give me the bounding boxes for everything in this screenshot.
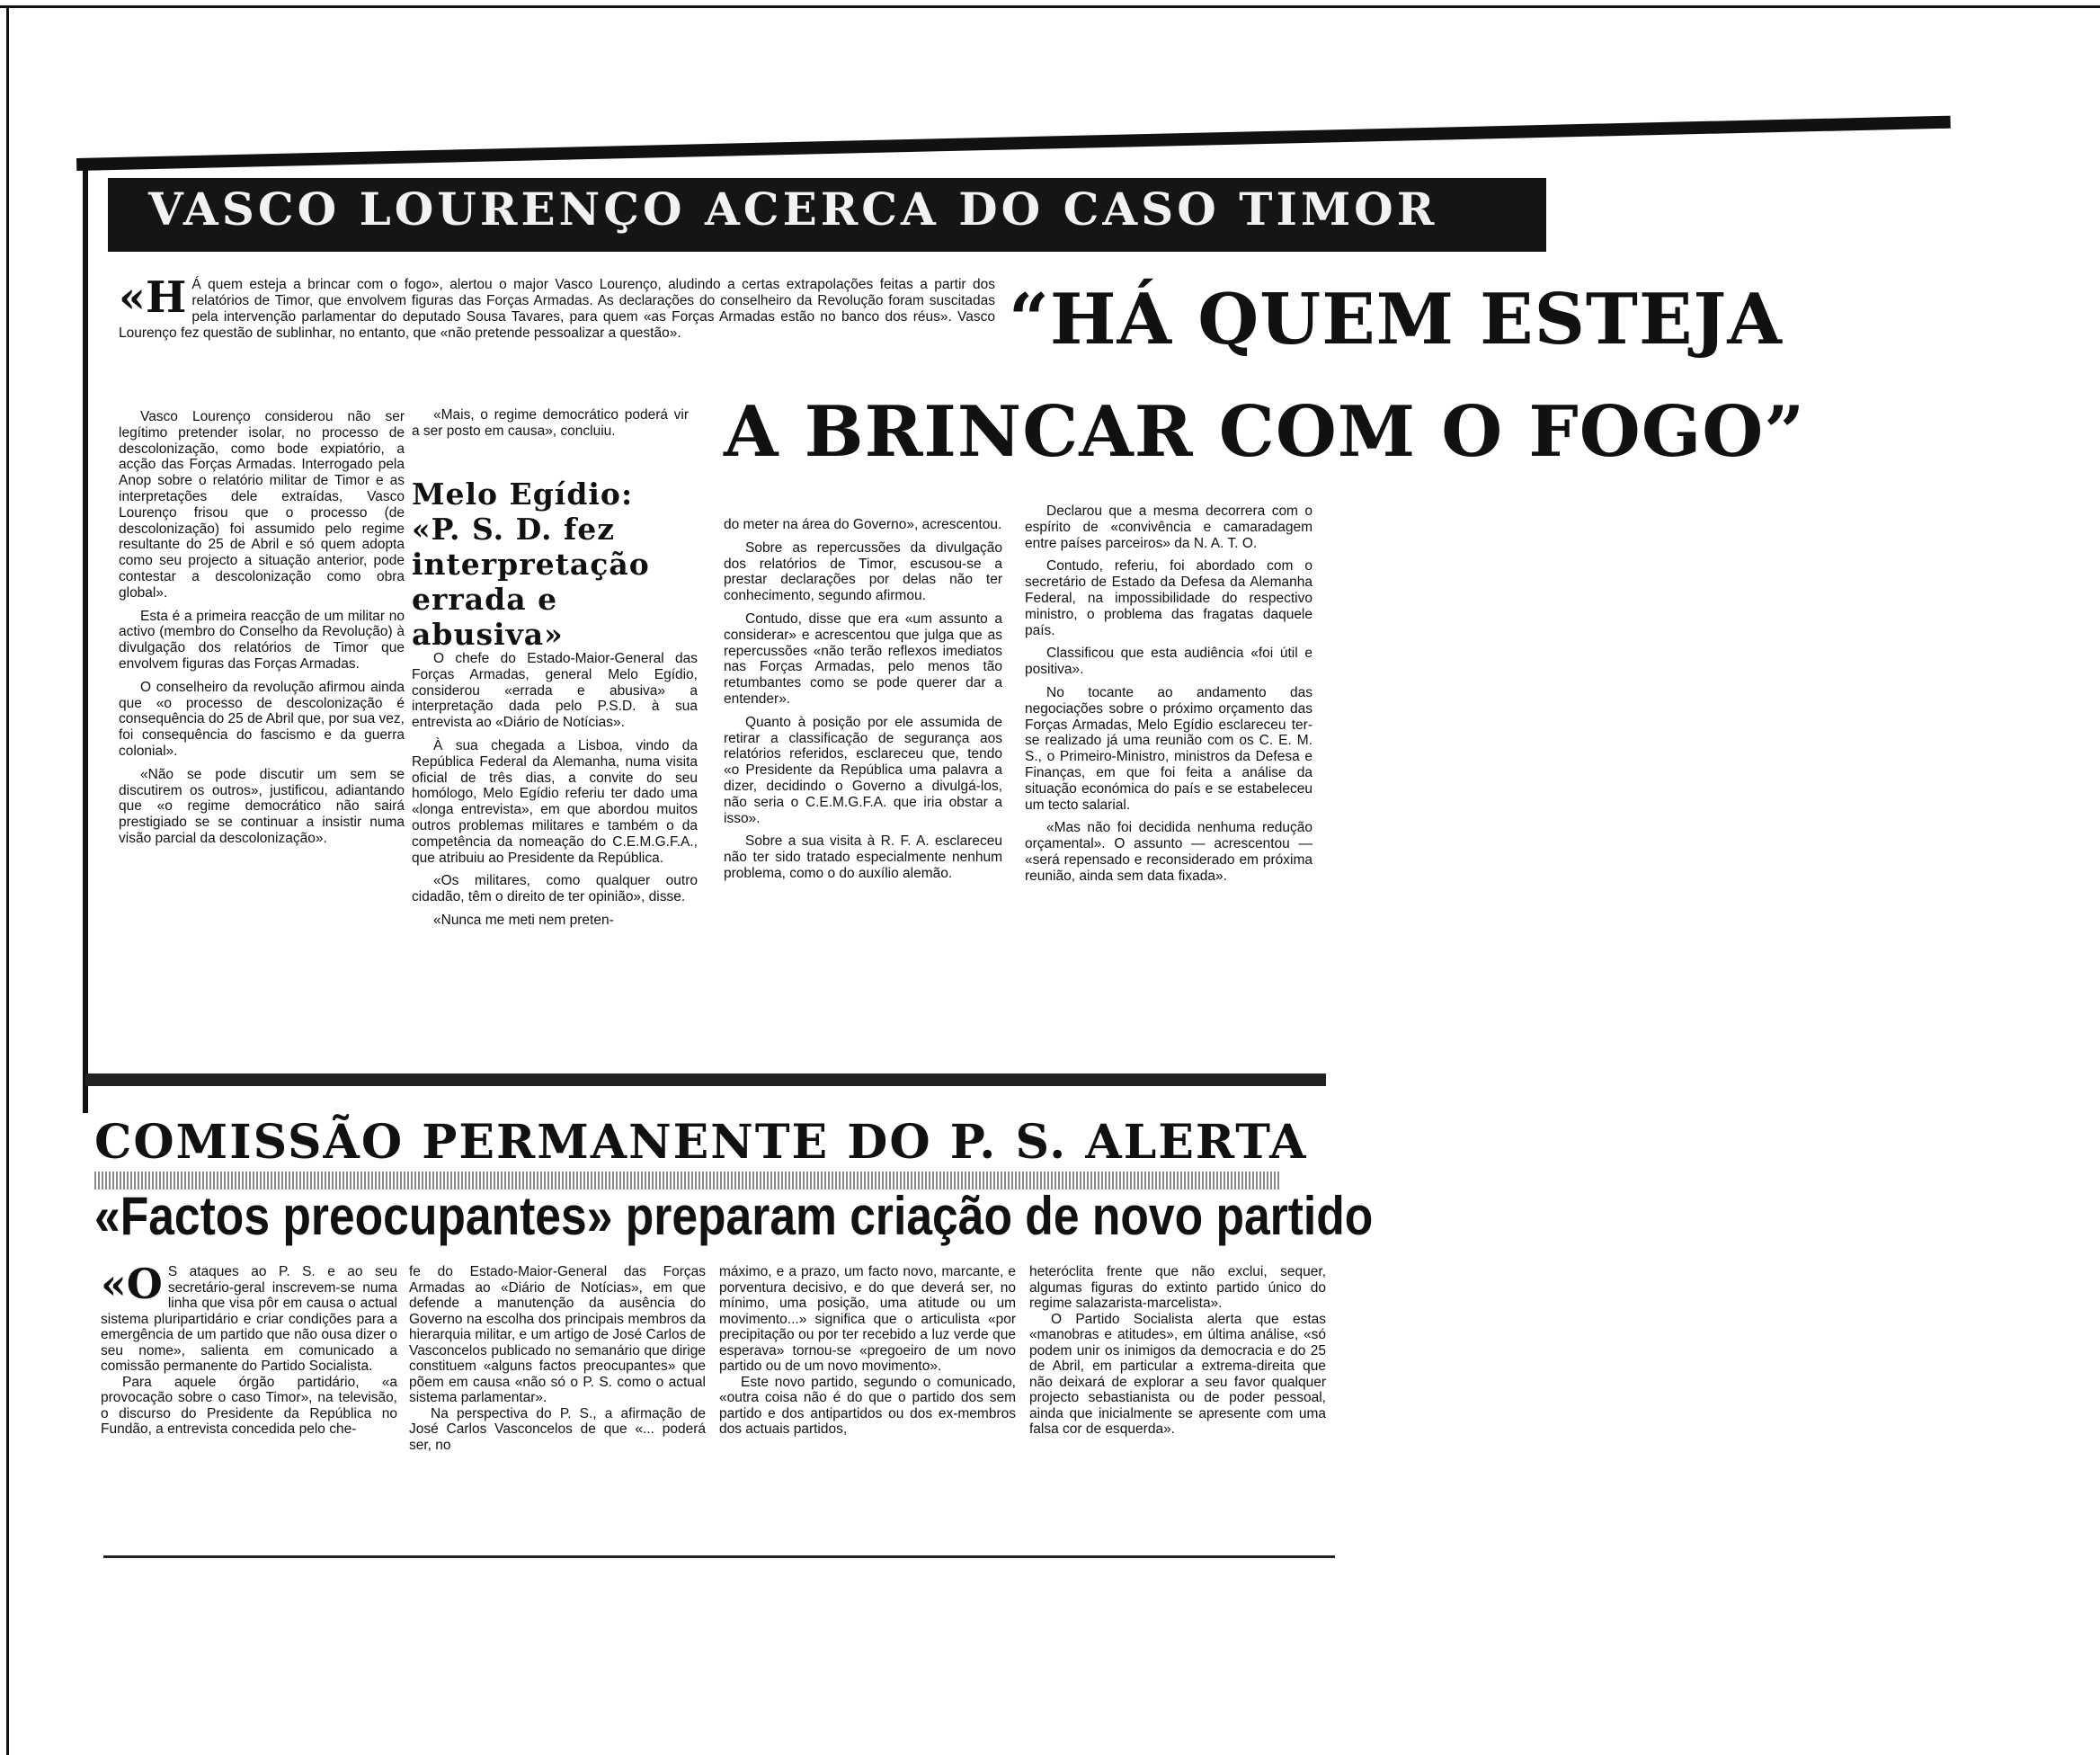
article-left-rule <box>83 160 88 1113</box>
paragraph: Classificou que esta audiência «foi útil e positiva». <box>1025 646 1312 678</box>
top-rule <box>76 116 1951 171</box>
paragraph: O conselheiro da revolução afirmou ainda que «o processo de descolonização é consequência do 25 de Abril que, por sua vez, foi consequência do fascismo e da guerra colonial». <box>119 679 405 759</box>
paragraph: fe do Estado-Maior-General das Forças Armadas ao «Diário de Notícias», em que defende a manutenção da ausência do Governo na escolha dos principais membros da hierarquia militar, e um artigo de José Carlos de Vasconcelos publicado no semanário que dirige constituem «alguns factos preocupantes» que põem em causa «não só o P. S. como o actual sistema parlamentar». <box>409 1264 706 1405</box>
paragraph: do meter na área do Governo», acrescentou. <box>724 517 1002 532</box>
paragraph: Quanto à posição por ele assumida de retirar a classificação de segurança aos relatórios referidos, esclareceu que, tendo «o Presidente da República uma palavra a dizer, decidindo o Governo a divulgá-los, não seria o C.E.M.G.F.A. que iria obstar a isso». <box>724 714 1002 826</box>
scan-border-top <box>0 5 2100 8</box>
section-divider-rule <box>85 1073 1326 1086</box>
article-banner: VASCO LOURENÇO ACERCA DO CASO TIMOR <box>148 183 1438 236</box>
paragraph: «Mas não foi decidida nenhuma redução orçamental». O assunto — acrescentou — «será repensado e reconsiderado em próxima reunião, ainda sem data fixada». <box>1025 820 1312 884</box>
paragraph: O Partido Socialista alerta que estas «manobras e atitudes», em última análise, «só podem unir os inimigos da democracia e do 25 de Abril, em particular a extrema-direita que não deixará de explorar a seu favor qualquer projecto sebastianista ou de poder pessoal, ainda que inicialmente se apresente com uma falsa cor de esquerda». <box>1029 1311 1326 1437</box>
paragraph: Para aquele órgão partidário, «a provocação sobre o caso Timor», na televisão, o discurso do Presidente da República no Fundão, a entrevista concedida pelo che- <box>101 1374 397 1437</box>
paragraph: Esta é a primeira reacção de um militar no activo (membro do Conselho da Revolução) à divulgação dos relatórios de Timor que envolvem figuras das Forças Armadas. <box>119 608 405 672</box>
headline-line2: A BRINCAR COM O FOGO” <box>724 391 1806 473</box>
paragraph: S ataques ao P. S. e ao seu secretário-geral inscrevem-se numa linha que visa pôr em causa o actual sistema pluripartidário e criar condições para a emergência de um partido que não ousa dizer o seu nome», salienta em comunicado a comissão permanente do Partido Socialista. <box>101 1264 397 1374</box>
article2-column-3 <box>719 1264 1016 1438</box>
article-column-4 <box>1025 503 1312 892</box>
paragraph: No tocante ao andamento das negociações sobre o próximo orçamento das Forças Armadas, Melo Egídio esclareceu ter-se realizado já uma reunião com os C. E. M. S., o Primeiro-Ministro, ministros da Defesa e Finanças, em que foi feita a análise da situação económica do país e se estabeleceu um tecto salarial. <box>1025 684 1312 813</box>
article-column-3 <box>724 517 1002 889</box>
paragraph: «Mais, o regime democrático poderá vir a ser posto em causa», concluiu. <box>412 407 689 439</box>
paragraph: Sobre as repercussões da divulgação dos relatórios de Timor, escusou-se a prestar declarações por delas não ter conhecimento, segundo afirmou. <box>724 539 1002 604</box>
intro-dropcap: «H <box>119 272 187 323</box>
paragraph: «Nunca me meti nem preten- <box>433 912 614 928</box>
article2-bottom-rule <box>103 1555 1335 1558</box>
paragraph: «Os militares, como qualquer outro cidadão, têm o direito de ter opinião», disse. <box>412 873 698 905</box>
subheading-melo-egidio: Melo Egídio: «P. S. D. fez interpretação errada e abusiva» <box>412 477 650 652</box>
paragraph: Vasco Lourenço considerou não ser legítimo pretender isolar, no processo de descolonização, como bode expiatório, a acção das Forças Armadas. Interrogado pela Anop sobre o relatório militar de Timor e as interpretações dele extraídas, Vasco Lourenço frisou que o processo (de descolonização) foi assumido pelo regime resultante do 25 de Abril e só quem adopta como seu projecto a situação anterior, pode contestar a descolonização como obra global». <box>119 409 405 601</box>
paragraph: máximo, e a prazo, um facto novo, marcante, e porventura decisivo, e do que deverá ser, no mínimo, uma posição, uma atitude ou um movimento...» significa que o articulista «por precipitação ou por ter recebido a luz verde que esperava» tornou-se «pregoeiro de um novo partido ou de um novo movimento». <box>719 1264 1016 1374</box>
paragraph: Sobre a sua visita à R. F. A. esclareceu não ter sido tratado especialmente nenhum problema, como o do auxílio alemão. <box>724 833 1002 881</box>
article-title: COMISSÃO PERMANENTE DO P. S. ALERTA <box>94 1115 1308 1170</box>
paragraph: Contudo, referiu, foi abordado com o secretário de Estado da Defesa da Alemanha Federal, na impossibilidade do respectivo ministro, o problema das fragatas daquele país. <box>1025 558 1312 638</box>
article2-column-4 <box>1029 1264 1326 1438</box>
paragraph: Contudo, disse que era «um assunto a considerar» e acrescentou que julga que as repercussões «não terão reflexos imediatos nas Forças Armadas, pelo menos tão retumbantes como se pode querer dar a entender». <box>724 610 1002 707</box>
paragraph: «Não se pode discutir um sem se discutirem os outros», justificou, adiantando que «o regime democrático não sairá prestigiado se se continuar a insistir numa visão parcial da descolonização». <box>119 766 405 846</box>
article-column-1 <box>119 409 405 854</box>
paragraph: heteróclita frente que não exclui, sequer, algumas figuras do extinto partido único do regime salazarista-marcelista». <box>1029 1264 1326 1311</box>
paragraph: À sua chegada a Lisboa, vindo da República Federal da Alemanha, numa visita oficial de três dias, a convite do seu homólogo, Melo Egídio referiu ter dado uma «longa entrevista», em que abordou muitos outros problemas militares e também o da competência da nomeação do C.E.M.G.F.A., que atribuiu ao Presidente da República. <box>412 737 698 866</box>
paragraph: Declarou que a mesma decorrera com o espírito de «convivência e camaradagem entre países parceiros» da N. A. T. O. <box>1025 503 1312 551</box>
article-column-2-top <box>412 407 689 447</box>
article-column-2 <box>412 651 698 936</box>
headline-line1: “HÁ QUEM ESTEJA <box>1009 279 1783 361</box>
article-intro <box>119 272 995 342</box>
article2-column-1 <box>101 1260 397 1438</box>
scan-border-left <box>6 5 9 1755</box>
paragraph: Na perspectiva do P. S., a afirmação de José Carlos Vasconcelos de que «... poderá ser, no <box>409 1405 706 1453</box>
paragraph: O chefe do Estado-Maior-General das Forças Armadas, general Melo Egídio, considerou «errada e abusiva» a interpretação dada pelo P.S.D. à sua entrevista ao «Diário de Notícias». <box>412 651 698 731</box>
paragraph: Este novo partido, segundo o comunicado, «outra coisa não é do que o partido dos sem partido e dos antipartidos ou dos ex-membros dos actuais partidos, <box>719 1374 1016 1437</box>
article-subtitle: «Factos preocupantes» preparam criação de novo partido <box>94 1186 1374 1246</box>
article2-dropcap: «O <box>101 1260 163 1308</box>
intro-text: Á quem esteja a brincar com o fogo», alertou o major Vasco Lourenço, aludindo a certas extrapolações feitas a partir dos relatórios de Timor, que envolvem figuras das Forças Armadas. As declarações do conselheiro da Revolução foram suscitadas pela intervenção parlamentar do deputado Sousa Tavares, para quem «as Forças Armadas estão no banco dos réus». Vasco Lourenço fez questão de sublinhar, no entanto, que «não pretende pessoalizar a questão». <box>119 277 995 341</box>
article2-column-2 <box>409 1264 706 1453</box>
